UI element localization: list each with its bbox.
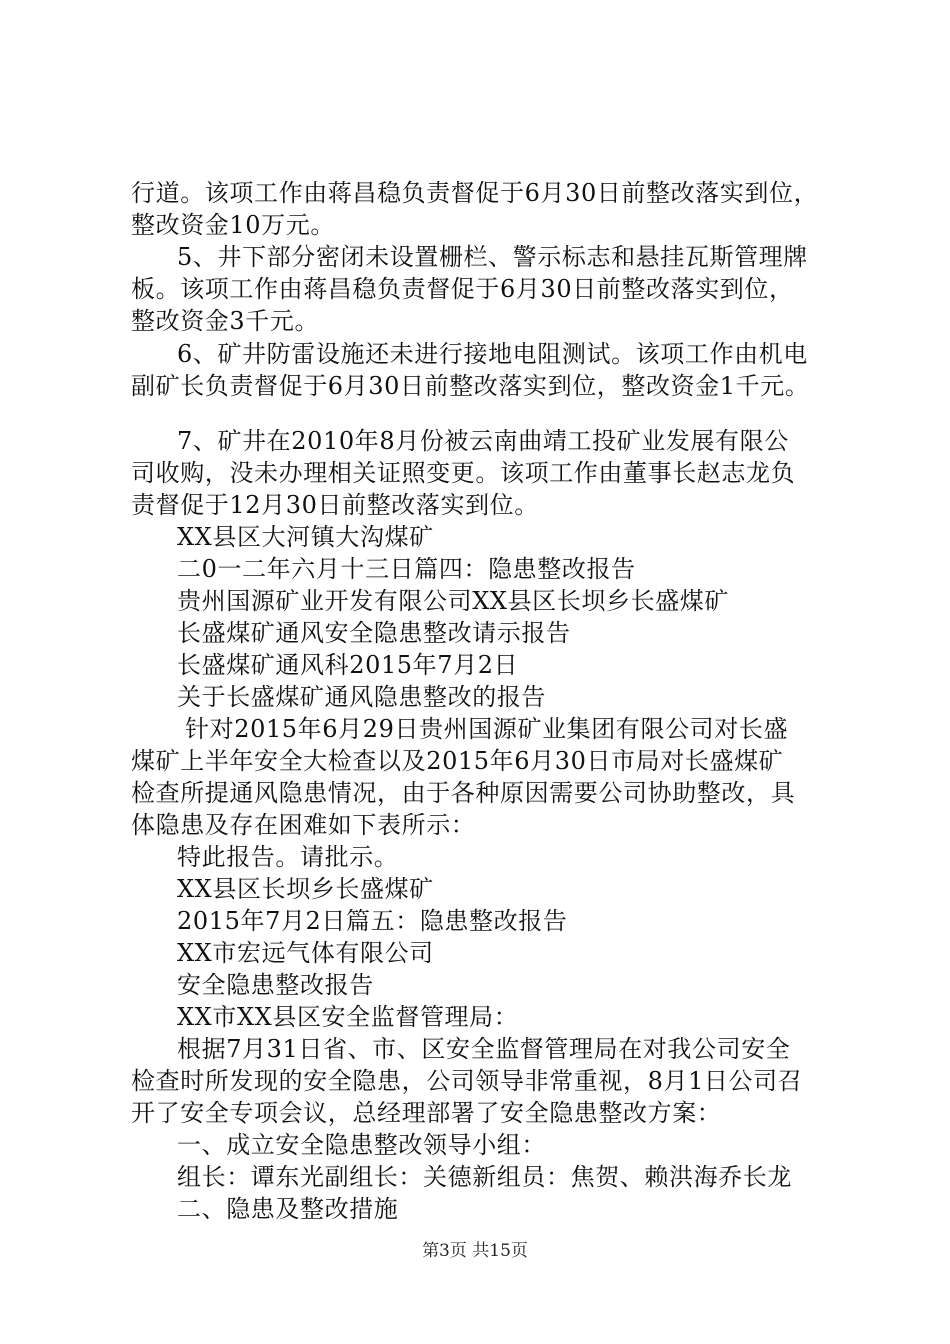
page-number-footer: 第3页 共15页 xyxy=(422,1241,528,1261)
paragraph-line: XX市宏远气体有限公司 xyxy=(177,939,434,967)
paragraph-line: 煤矿上半年安全大检查以及2015年6月30日市局对长盛煤矿 xyxy=(131,747,784,775)
paragraph-line: 检查所提通风隐患情况，由于各种原因需要公司协助整改，具 xyxy=(131,779,796,807)
paragraph-line: 行道。该项工作由蒋昌稳负责督促于6月30日前整改落实到位， xyxy=(131,179,819,207)
paragraph-line: 7、矿井在2010年8月份被云南曲靖工投矿业发展有限公 xyxy=(177,427,789,455)
paragraph-line: 一、成立安全隐患整改领导小组： xyxy=(177,1131,546,1159)
paragraph-line: 检查时所发现的安全隐患，公司领导非常重视，8月1日公司召 xyxy=(131,1067,803,1095)
paragraph-line: 2015年7月2日篇五：隐患整改报告 xyxy=(177,907,568,935)
paragraph-line: 体隐患及存在困难如下表所示： xyxy=(131,811,476,839)
paragraph-line: 根据7月31日省、市、区安全监督管理局在对我公司安全 xyxy=(177,1035,791,1063)
paragraph-line: 组长：谭东光副组长：关德新组员：焦贺、赖洪海乔长龙 xyxy=(177,1163,792,1191)
paragraph-line: 长盛煤矿通风安全隐患整改请示报告 xyxy=(177,619,571,647)
paragraph-line: 6、矿井防雷设施还未进行接地电阻测试。该项工作由机电 xyxy=(177,340,808,368)
paragraph-line: 责督促于12月30日前整改落实到位。 xyxy=(131,491,539,519)
paragraph-line: 副矿长负责督促于6月30日前整改落实到位，整改资金1千元。 xyxy=(131,372,810,400)
paragraph-line: XX县区长坝乡长盛煤矿 xyxy=(177,875,434,903)
paragraph-line: 5、井下部分密闭未设置栅栏、警示标志和悬挂瓦斯管理牌 xyxy=(177,243,808,271)
paragraph-line: 司收购，没未办理相关证照变更。该项工作由董事长赵志龙负 xyxy=(131,459,796,487)
paragraph-line: 贵州国源矿业开发有限公司XX县区长坝乡长盛煤矿 xyxy=(177,587,729,615)
paragraph-line: 二、隐患及整改措施 xyxy=(177,1195,399,1223)
paragraph-line: 安全隐患整改报告 xyxy=(177,971,374,999)
paragraph-line: 板。该项工作由蒋昌稳负责督促于6月30日前整改落实到位， xyxy=(131,275,794,303)
paragraph-line: 整改资金3千元。 xyxy=(131,307,320,335)
paragraph-line: 整改资金10万元。 xyxy=(131,211,335,239)
paragraph-line: 长盛煤矿通风科2015年7月2日 xyxy=(177,651,519,679)
paragraph-line: 特此报告。请批示。 xyxy=(177,843,399,871)
paragraph-line: 二0一二年六月十三日篇四：隐患整改报告 xyxy=(177,555,636,583)
paragraph-line: 关于长盛煤矿通风隐患整改的报告 xyxy=(177,683,546,711)
paragraph-line: XX市XX县区安全监督管理局： xyxy=(177,1003,519,1031)
paragraph-line: 开了安全专项会议，总经理部署了安全隐患整改方案： xyxy=(131,1099,722,1127)
paragraph-line: 针对2015年6月29日贵州国源矿业集团有限公司对长盛 xyxy=(185,715,789,743)
paragraph-line: XX县区大河镇大沟煤矿 xyxy=(177,523,434,551)
